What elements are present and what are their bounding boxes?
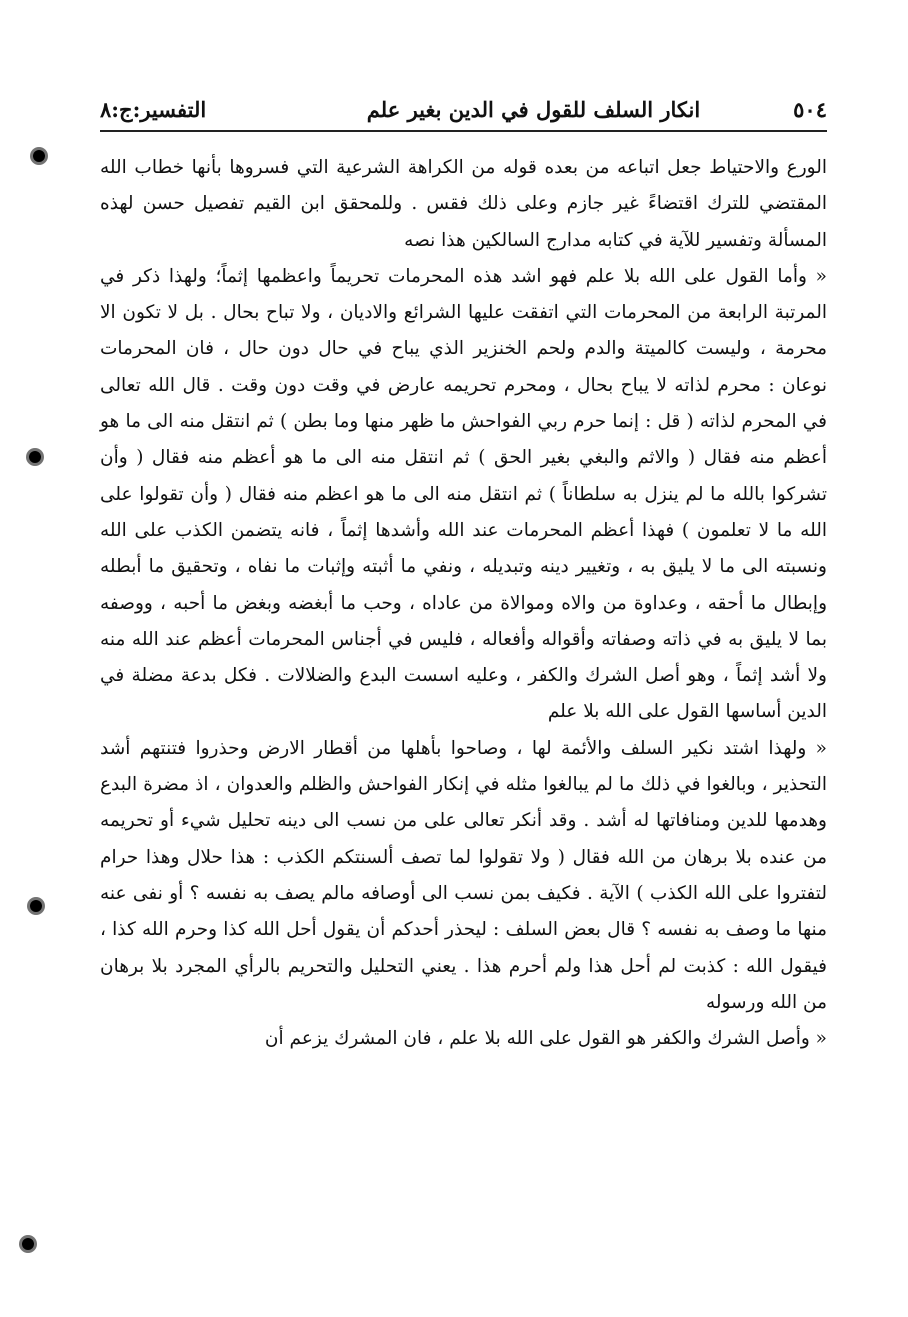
paragraph-3: « ولهذا اشتد نكير السلف والأئمة لها ، وصاحوا بأهلها من أقطار الارض وحذروا فتنتهم أشد التحذير ، وبالغوا في ذلك ما لم يبالغوا مثله في إنكار الفواحش والظلم والعدوان ، اذ مضرة البدع وهدمها للدين ومنافاتها له أشد . وقد أنكر تعالى على من نسب الى دينه تحليل شيء أو تحريمه من عنده بلا برهان من الله فقال ( ولا تقولوا لما تصف ألسنتكم الكذب : هذا حلال وهذا حرام لتفتروا على الله الكذب ) الآية . فكيف بمن نسب الى أوصافه مالم يصف به نفسه ؟ أو نفى عنه منها ما وصف به نفسه ؟ قال بعض السلف : ليحذر أحدكم أن يقول أحل الله كذا وحرم الله كذا ، فيقول الله : كذبت لم أحل هذا ولم أحرم هذا . يعني التحليل والتحريم بالرأي المجرد بلا برهان من الله ورسوله [100,737,827,1013]
binding-hole-mark [30,900,42,912]
paragraph-2: « وأما القول على الله بلا علم فهو اشد هذه المحرمات تحريماً واعظمها إثماً؛ ولهذا ذكر في المرتبة الرابعة من المحرمات التي اتفقت عليها الشرائع والاديان ، ولا تباح بحال . بل لا تكون الا محرمة ، وليست كالميتة والدم ولحم الخنزير الذي يباح في حال دون حال ، فان المحرمات نوعان : محرم لذاته لا يباح بحال ، ومحرم تحريمه عارض في وقت دون وقت . قال الله تعالى في المحرم لذاته ( قل : إنما حرم ربي الفواحش ما ظهر منها وما بطن ) ثم انتقل منه الى ما هو أعظم منه فقال ( والاثم والبغي بغير الحق ) ثم انتقل منه الى ما هو أعظم منه فقال ( وأن تشركوا بالله ما لم ينزل به سلطاناً ) ثم انتقل منه الى ما هو اعظم منه فقال ( وأن تقولوا على الله ما لا تعلمون ) فهذا أعظم المحرمات عند الله وأشدها إثماً ، فانه يتضمن الكذب على الله ونسبته الى ما لا يليق به ، وتغيير دينه وتبديله ، ونفي ما أثبته وإثبات ما نفاه ، وتحقيق ما أبطله وإبطال ما أحقه ، وعداوة من والاه وموالاة من عاداه ، وحب ما أبغضه وبغض ما أحبه ، ووصفه بما لا يليق به في ذاته وصفاته وأقواله وأفعاله ، فليس في أجناس المحرمات أعظم عند الله منه ولا أشد إثماً ، وهو أصل الشرك والكفر ، وعليه اسست البدع والضلالات . فكل بدعة مضلة في الدين أساسها القول على الله بلا علم [100,265,827,723]
running-title: انكار السلف للقول في الدين بغير علم [366,96,701,122]
book-volume: التفسير:ج:٨ [100,96,207,122]
header-rule [100,130,827,132]
body-text [100,150,827,1057]
binding-hole-mark [29,451,41,463]
binding-hole-mark [22,1238,34,1250]
page-header [100,92,827,126]
paragraph-1: الورع والاحتياط جعل اتباعه من بعده قوله من الكراهة الشرعية التي فسروها بأنها خطاب الله المقتضي للترك اقتضاءً غير جازم وعلى ذلك فقس . وللمحقق ابن القيم تفصيل حسن لهذه المسألة وتفسير للآية في كتابه مدارج السالكين هذا نصه [100,157,827,251]
page-number: ٥٠٤ [793,96,827,122]
paragraph-4: « وأصل الشرك والكفر هو القول على الله بلا علم ، فان المشرك يزعم أن [264,1028,827,1050]
binding-hole-mark [33,150,45,162]
